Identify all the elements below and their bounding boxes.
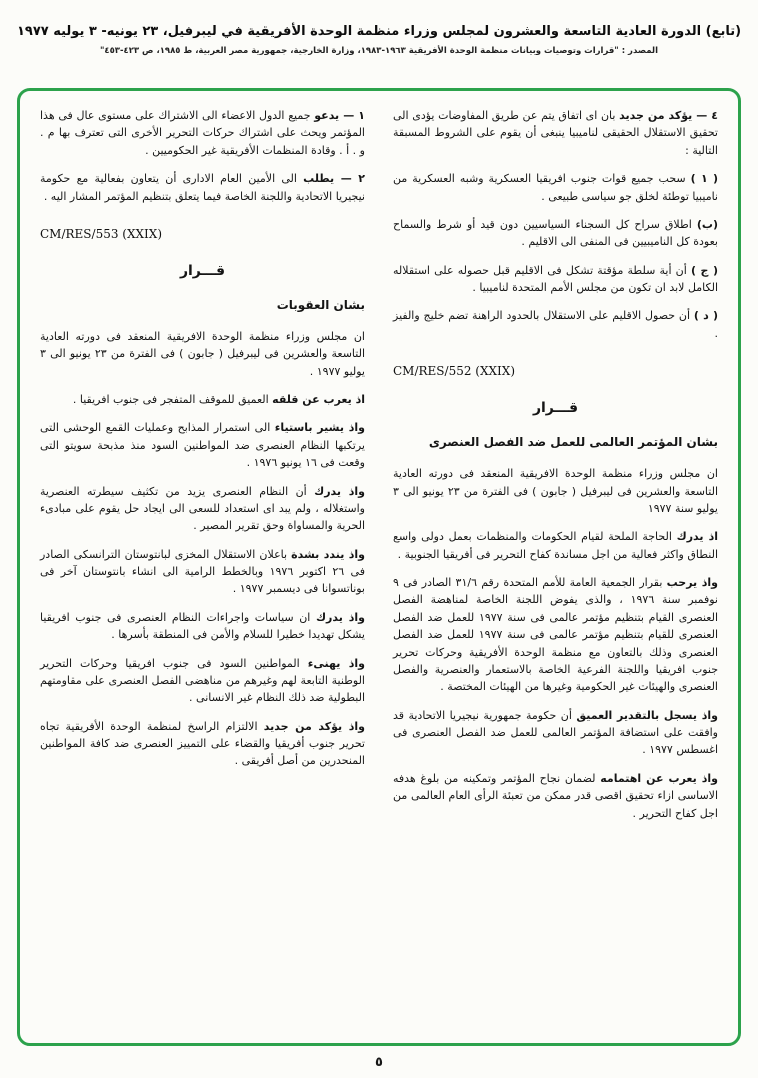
paragraph [40, 419, 365, 471]
paragraph [393, 574, 718, 696]
item-marker: ( د ) [693, 309, 719, 323]
paragraph-text: بقرار الجمعية العامة للأمم المتحدة رقم ٣١/٦ الصادر فى ٩ نوفمبر سنة ١٩٧٦ ، والذى يفوض اللجنة الخاصة لمناهضة الفصل العنصرى القيام بتنظيم مؤتمر عالمى فى سنة ١٩٧٧ للعمل ضد الفصل العنصرى للقيام بتنظيم مؤتمر عالمى فى سنة ١٩٧٧ للعمل ضد الفصل العنصرى وذلك بالتعاون مع منظمة الوحدة الأفريقية وحركات تحرير جنوب افريقيا واللجنة الفرعية الخاصة بالاستعمار والعنصرية والفصل العنصرى والهيئات غير الحكومية وغيرها من الهيئات المختصة . [393, 576, 719, 694]
paragraph [393, 707, 718, 759]
paragraph-text: لضمان نجاح المؤتمر وتمكينه من بلوغ هدفه الاساسى ازاء تحقيق اقصى قدر ممكن من تعبئة الرأى العام العالمى من اجل كفاح التحرير . [393, 771, 718, 820]
header-source: المصدر : "قرارات وتوصيات وبيانات منظمة الوحدة الأفريقية ١٩٦٣-١٩٨٣، وزارة الخارجية، جمهورية مصر العربية، ط ١٩٨٥، ص ٤٢٣-٤٥٣" [99, 46, 659, 56]
paragraph: ان مجلس وزراء منظمة الوحدة الافريقية المنعقد فى دورته العادية التاسعة والعشرين فى ليبرفيل ( جابون ) فى الفترة من ٢٣ يونيو الى ٣ يوليو سنة ١٩٧٧ [393, 467, 718, 515]
paragraph-lead: واذ يدرك [314, 484, 365, 498]
item-text: أن أية سلطة مؤقتة تشكل فى الاقليم قبل حصوله على استقلاله الكامل لابد ان تكون من مجلس الأمم المتحدة لناميبيا . [393, 263, 718, 294]
item-marker: ( ١ ) [690, 172, 718, 186]
paragraph [393, 770, 718, 822]
paragraph-text: المواطنين السود فى جنوب افريقيا وحركات التحرير الوطنية التابعة لهم وغيرهم من مناهضى الفصل العنصرى على مقاومتهم البطولية ضد ذلك النظام غير الانسانى . [40, 656, 365, 705]
paragraph [393, 107, 718, 159]
resolution-ref: CM/RES/553 (XXIX) [40, 226, 163, 241]
item-text: أن حصول الاقليم على الاستقلال بالحدود الراهنة تضم خليج والفيز . [393, 309, 718, 340]
item-text: سحب جميع قوات جنوب افريقيا العسكرية وشبه العسكرية من ناميبيا توطئة لخلق جو سياسى طبيعى . [393, 172, 718, 203]
paragraph-lead: واذ يدرك [315, 610, 366, 624]
list-item [393, 262, 718, 297]
resolution-title: قـــرار [532, 400, 579, 417]
paragraph [40, 546, 365, 598]
document-frame [17, 88, 741, 1046]
paragraph-text: ان سياسات واجراءات النظام العنصرى فى جنوب افريقيا يشكل تهديدا خطيرا للسلام والأمن فى المنطقة بأسرها . [40, 610, 365, 642]
item-marker: (ب) [696, 217, 718, 231]
document-header [0, 0, 758, 56]
column-right [393, 107, 718, 1031]
resolution-title: قـــرار [179, 262, 226, 279]
paragraph-lead: واذ يعرب عن اهتمامه [600, 771, 718, 785]
paragraph [40, 609, 365, 644]
header-title: (تابع) الدورة العادية التاسعة والعشرون لمجلس وزراء منظمة الوحدة الأفريقية في ليبرفيل، ٢٣ يونيه- ٣ يوليه ١٩٧٧ [16, 24, 742, 39]
paragraph-text: الحاجة الملحة لقيام الحكومات والمنظمات بعمل دولى واسع النطاق واكثر فعالية من اجل مساندة كفاح التحرير فى أفريقيا الجنوبية . [393, 530, 718, 561]
resolution-subject: بشان المؤتمر العالمى للعمل ضد الفصل العنصرى [428, 435, 718, 450]
list-item [393, 170, 718, 205]
paragraph-text: الالتزام الراسخ لمنظمة الوحدة الأفريقية تجاه تحرير جنوب أفريقيا والقضاء على التمييز العنصرى ضد كافة المواطنين المنحدرين من أصل أفريقى . [40, 719, 365, 768]
paragraph-lead: ١ — يدعو [314, 109, 365, 122]
paragraph-lead: واذ يسجل بالتقدير العميق [576, 708, 719, 722]
paragraph [40, 655, 365, 707]
paragraph [40, 107, 365, 159]
paragraph [40, 391, 365, 408]
paragraph-lead: ٤ — يؤكد من جديد [619, 109, 718, 122]
item-text: اطلاق سراح كل السجناء السياسيين دون قيد أو شرط والسماح بعودة كل الناميبيين فى المنفى الى الاقليم . [393, 217, 718, 249]
paragraph-text: العميق للموقف المتفجر فى جنوب افريقيا . [72, 393, 269, 407]
paragraph [40, 718, 365, 770]
paragraph [40, 170, 365, 205]
list-item [393, 216, 718, 251]
paragraph-lead: ٢ — يطلب [303, 172, 365, 186]
paragraph-lead: اذ يدرك [676, 530, 718, 544]
item-marker: ( ج ) [691, 263, 718, 277]
paragraph-text: الى استمرار المذابح وعمليات القمع الوحشى التى يرتكبها النظام العنصرى ضد المواطنين السود منذ مذبحة سويتو التى وقعت فى ١٦ يونيو ١٩٧٦ . [40, 421, 365, 470]
paragraph [40, 483, 365, 535]
paragraph-text: أن النظام العنصرى يزيد من تكثيف سيطرته العنصرية واستغلاله ، ولم يبد اى استعداد للسعى الى ايجاد حل يقوم على مبادىء الحرية والمساواة وحق تقرير المصير . [40, 484, 365, 533]
resolution-ref: CM/RES/552 (XXIX) [393, 364, 516, 379]
paragraph [393, 528, 718, 563]
paragraph-lead: اذ يعرب عن قلقه [272, 393, 365, 407]
paragraph-text: باعلان الاستقلال المخزى لبانتوستان الترانسكى الصادر فى ٢٦ اكتوبر ١٩٧٦ وبالخطط الرامية الى انشاء بانتوستان آخر فى بوناتسوانا فى ديسمبر ١٩٧٧ . [40, 547, 365, 596]
page-number: ٥ [375, 1055, 383, 1070]
column-left [40, 107, 365, 1031]
list-item [393, 307, 718, 342]
paragraph: ان مجلس وزراء منظمة الوحدة الافريقية المنعقد فى دورته العادية التاسعة والعشرين فى ليبرفيل ( جابون ) فى الفترة من ٢٣ يونيو الى ٣ يوليو ١٩٧٧ . [40, 329, 365, 378]
paragraph-lead: واذ يرحب [666, 576, 718, 590]
paragraph-text: أن حكومة جمهورية نيجيريا الاتحادية قد وافقت على استضافة المؤتمر العالمى للعمل ضد الفصل العنصرى فى اغسطس ١٩٧٧ . [393, 708, 718, 757]
paragraph-text: بان اى اتفاق يتم عن طريق المفاوضات يؤدى الى تحقيق الاستقلال الحقيقى لناميبيا ينبغى أن يقوم على الشروط المسبقة التالية : [393, 109, 718, 157]
paragraph-lead: واذ يؤكد من جديد [263, 719, 365, 733]
paragraph-lead: واذ يندد بشدة [291, 547, 365, 561]
paragraph-lead: واذ يهنىء [307, 656, 366, 670]
resolution-subject: بشان العقوبات [276, 297, 365, 312]
paragraph-text: جميع الدول الاعضاء الى الاشتراك على مستوى عال فى هذا المؤتمر ويحث على اشتراك حركات التحرير الأخرى التى تعترف بها م . و . أ . وقادة المنظمات الأفريقية غير الحكوميين . [40, 109, 365, 157]
paragraph-text: الى الأمين العام الادارى أن يتعاون بفعالية مع حكومة نيجيريا الاتحادية واللجنة الخاصة فيما يتعلق بتنظيم المؤتمر المشار اليه . [40, 172, 365, 203]
paragraph-lead: واذ يشير باستياء [274, 421, 365, 435]
